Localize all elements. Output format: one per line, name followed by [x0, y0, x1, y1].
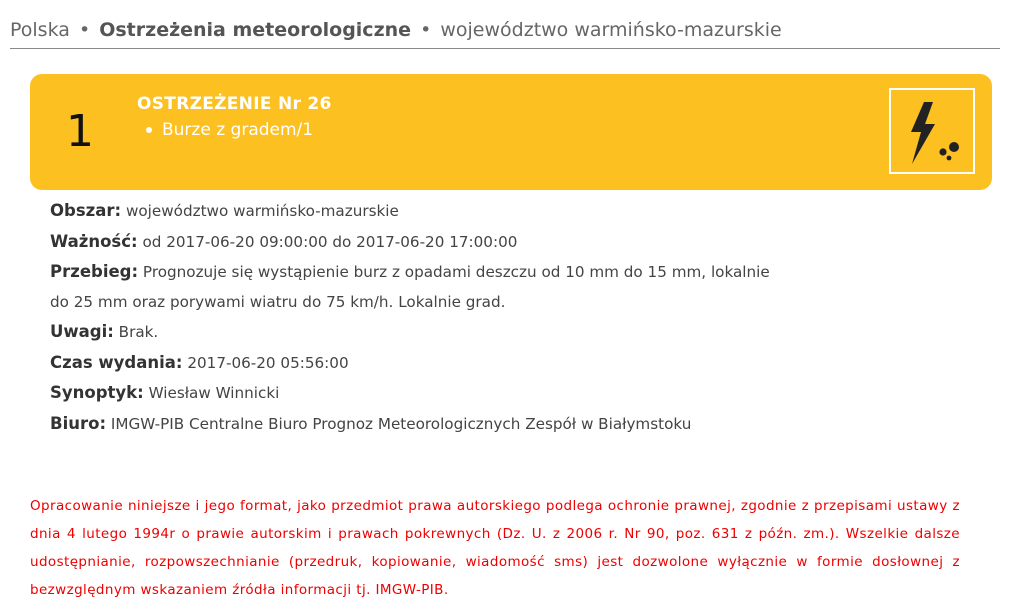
forecaster-value: Wiesław Winnicki — [148, 384, 280, 402]
area-label: Obszar: — [50, 201, 122, 220]
warning-title: OSTRZEŻENIE Nr 26 — [137, 94, 332, 114]
course-row-continued — [50, 288, 950, 318]
lightning-icon — [891, 90, 973, 172]
notes-value: Brak. — [118, 323, 159, 341]
copyright-notice: Opracowanie niniejsze i jego format, jako przedmiot prawa autorskiego podlega ochronie prawnej, zgodnie z przepisami ustawy z dnia 4 lutego 1994r o prawie autorskim i prawach pokrewnych (Dz. U. z 2006 r. Nr 90, poz. 631 z późn. zm.). Wszelkie dalsze udostępnianie, rozpowszechnianie (przedruk, kopiowanie, wiadomość sms) jest dozwolone wyłącznie w formie dosłownej z bezwzględnym wskazaniem źródła informacji tj. IMGW-PIB. — [30, 498, 960, 598]
warning-level: 1 — [66, 106, 94, 157]
warning-details — [50, 196, 950, 439]
course-label: Przebieg: — [50, 262, 139, 281]
validity-label: Ważność: — [50, 231, 138, 251]
office-value: IMGW-PIB Centralne Biuro Prognoz Meteorologicznych Zespół w Białymstoku — [110, 414, 692, 433]
issued-row — [50, 348, 950, 379]
breadcrumb-separator: • — [420, 19, 432, 41]
course-value-line1: Prognozuje się wystąpienie burz z opadami deszczu od 10 mm do 15 mm, lokalnie — [142, 263, 770, 281]
validity-value: od 2017-06-20 09:00:00 do 2017-06-20 17:00:00 — [142, 232, 518, 251]
warning-item-label: Burze z gradem/1 — [162, 120, 314, 140]
issued-value: 2017-06-20 05:56:00 — [187, 353, 349, 372]
breadcrumb — [10, 16, 1000, 49]
forecaster-label: Synoptyk: — [50, 383, 144, 402]
area-value: województwo warmińsko-mazurskie — [125, 202, 399, 220]
breadcrumb-separator: • — [78, 19, 91, 41]
office-label: Biuro: — [50, 413, 107, 433]
warning-item — [146, 120, 313, 140]
thunderstorm-hail-icon — [889, 88, 975, 174]
office-row — [50, 409, 950, 440]
course-value-line2: do 25 mm oraz porywami wiatru do 75 km/h. Lokalnie grad. — [50, 292, 506, 311]
issued-label: Czas wydania: — [50, 352, 183, 372]
breadcrumb-region: województwo warmińsko-mazurskie — [440, 19, 782, 41]
area-row — [50, 196, 950, 227]
bullet-icon — [146, 127, 152, 133]
notes-label: Uwagi: — [50, 322, 114, 341]
notes-row — [50, 317, 950, 348]
forecaster-row — [50, 378, 950, 409]
breadcrumb-root[interactable]: Polska — [10, 19, 70, 41]
breadcrumb-current[interactable]: Ostrzeżenia meteorologiczne — [99, 19, 412, 41]
course-row — [50, 257, 950, 288]
validity-row — [50, 227, 950, 258]
